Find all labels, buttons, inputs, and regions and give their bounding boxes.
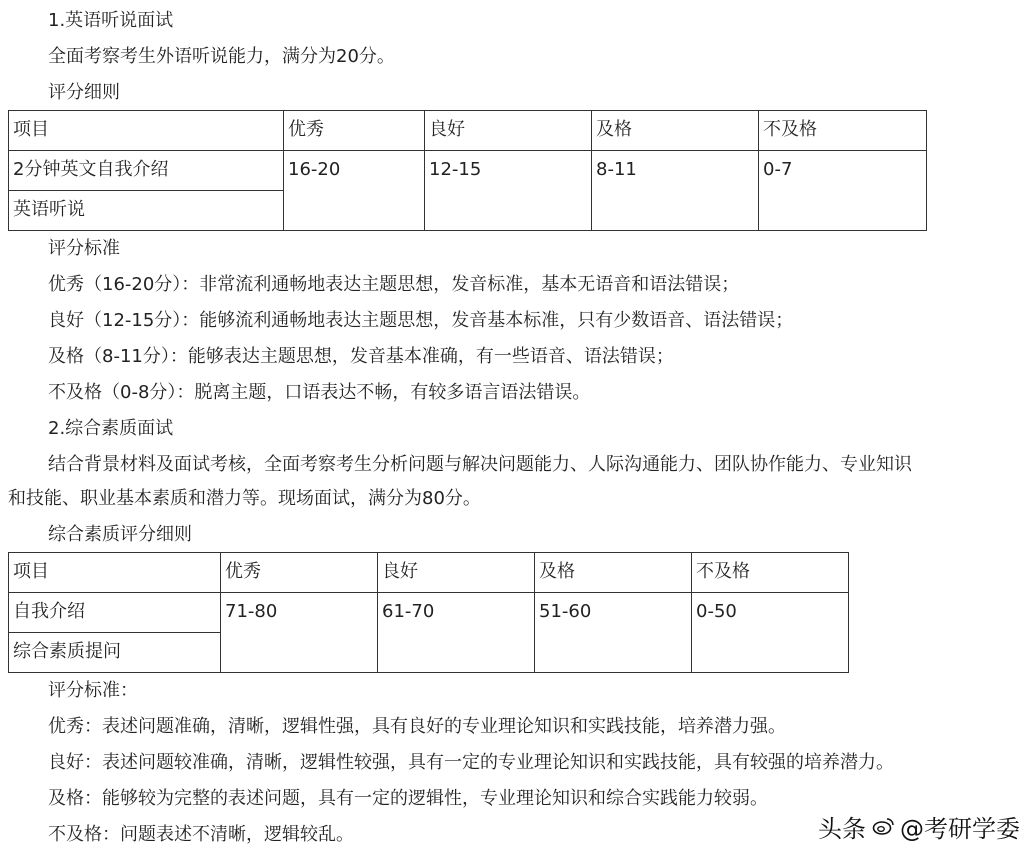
header-good: 良好 [425,111,592,151]
header-excellent: 优秀 [284,111,425,151]
criteria-line: 优秀：表述问题准确，清晰，逻辑性强，具有良好的专业理论知识和实践技能，培养潜力强。 [48,716,786,737]
value-excellent: 71-80 [221,593,378,673]
value-fail: 0-7 [759,151,927,231]
criteria-line: 及格（8-11分）：能够表达主题思想，发音基本准确，有一些语音、语法错误； [48,346,674,367]
criteria-line: 优秀（16-20分）：非常流利通畅地表达主题思想，发音标准，基本无语音和语法错误； [48,274,740,295]
value-pass: 8-11 [592,151,759,231]
section2-intro-cont: 和技能、职业基本素质和潜力等。现场面试，满分为80分。 [8,488,481,509]
section2-intro: 结合背景材料及面试考核，全面考察考生分析问题与解决问题能力、人际沟通能力、团队协作能力、专业知识 [48,454,912,475]
section1-heading: 1.英语听说面试 [48,10,174,31]
header-fail: 不及格 [759,111,927,151]
value-pass: 51-60 [535,593,692,673]
item-self-intro: 自我介绍 [9,593,221,633]
value-good: 12-15 [425,151,592,231]
header-item: 项目 [9,111,284,151]
section1-intro: 全面考察考生外语听说能力，满分为20分。 [48,46,395,67]
section2-table-title: 综合素质评分细则 [48,524,192,545]
watermark [818,806,1020,846]
english-score-table [8,110,927,231]
section1-criteria-title: 评分标准 [48,238,120,259]
table-header-row [9,553,849,593]
criteria-line: 良好（12-15分）：能够流利通畅地表达主题思想，发音基本标准，只有少数语音、语法错误； [48,310,794,331]
section2-criteria-title: 评分标准： [48,680,138,701]
header-pass: 及格 [592,111,759,151]
header-excellent: 优秀 [221,553,378,593]
item-quality-questions: 综合素质提问 [9,633,221,673]
value-good: 61-70 [378,593,535,673]
item-self-intro: 2分钟英文自我介绍 [9,151,284,191]
table-header-row [9,111,927,151]
item-listening-speaking: 英语听说 [9,191,284,231]
criteria-line: 良好：表述问题较准确，清晰，逻辑性较强，具有一定的专业理论知识和实践技能，具有较强的培养潜力。 [48,752,894,773]
header-fail: 不及格 [692,553,849,593]
criteria-line: 及格：能够较为完整的表述问题，具有一定的逻辑性，专业理论知识和综合实践能力较弱。 [48,788,768,809]
weibo-icon [872,817,894,835]
quality-score-table [8,552,849,673]
criteria-line: 不及格：问题表述不清晰，逻辑较乱。 [48,824,354,845]
value-excellent: 16-20 [284,151,425,231]
value-fail: 0-50 [692,593,849,673]
header-good: 良好 [378,553,535,593]
table-row [9,593,849,633]
section2-heading: 2.综合素质面试 [48,418,174,439]
criteria-line: 不及格（0-8分）：脱离主题，口语表达不畅，有较多语言语法错误。 [48,382,591,403]
header-pass: 及格 [535,553,692,593]
watermark-prefix: 头条 [818,814,866,843]
section1-table-title: 评分细则 [48,82,120,103]
header-item: 项目 [9,553,221,593]
table-row [9,151,927,191]
watermark-account: @考研学委 [900,814,1020,843]
